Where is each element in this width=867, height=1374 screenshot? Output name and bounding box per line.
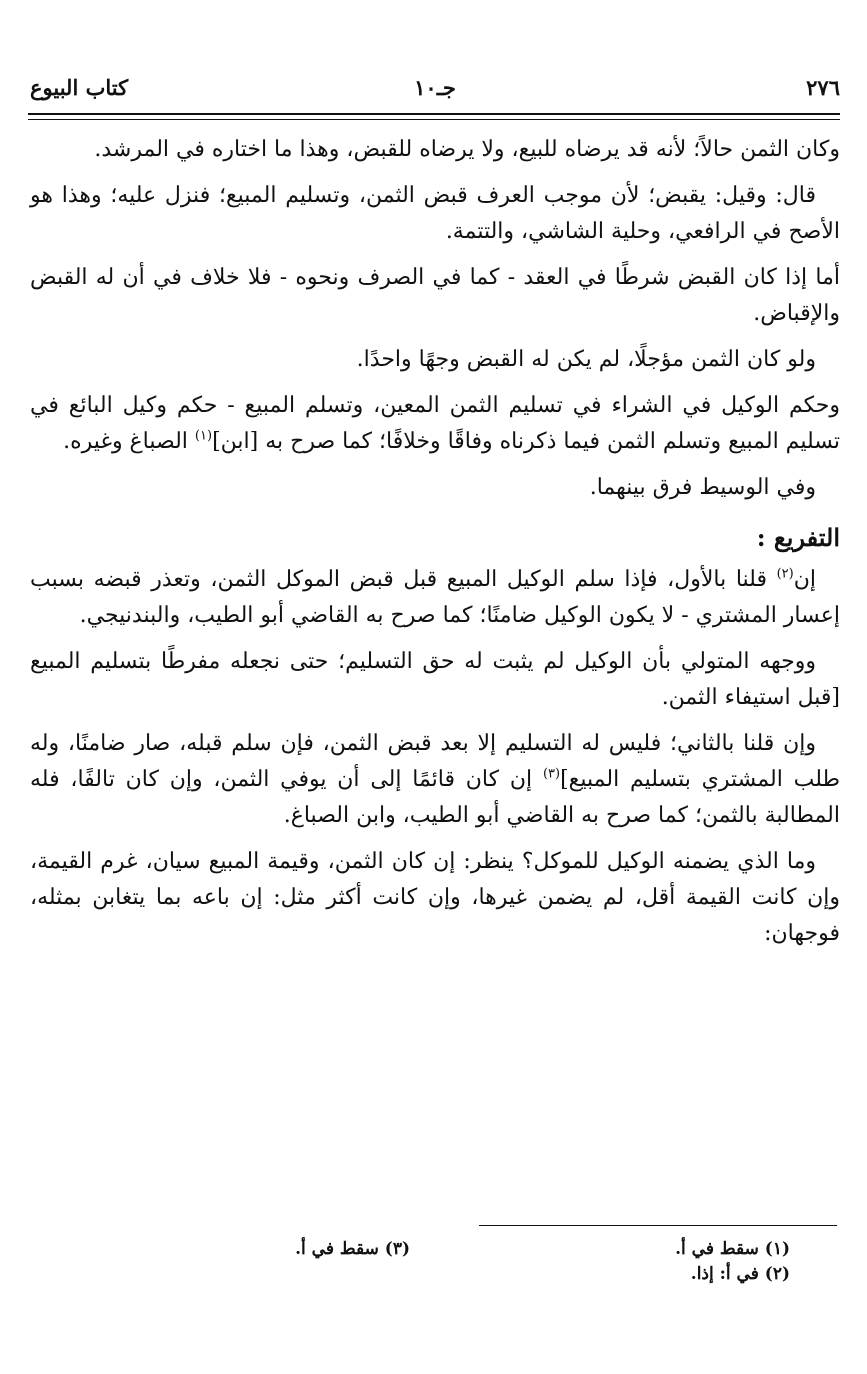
- paragraph: أما إذا كان القبض شرطًا في العقد - كما في الصرف ونحوه - فلا خلاف في أن له القبض والإقباض.: [30, 265, 840, 326]
- footnote-3: (٣) سقط في أ.: [295, 1239, 410, 1259]
- paragraph: وإن قلنا بالثاني؛ فليس له التسليم إلا بعد قبض الثمن، فإن سلم قبله، صار ضامنًا، وله طلب المشتري بتسليم المبيع]$^{(٣)}$ إن كان قائمًا إلى أن يوفي الثمن، وإن كان تالفًا، فله المطالبة بالثمن؛ كما صرح به القاضي أبو الطيب، وابن الصباغ.: [30, 731, 841, 828]
- section-title: التفريع :: [756, 523, 840, 552]
- footnote-2: (٢) في أ: إذا.: [690, 1264, 790, 1284]
- footnote-rule: [479, 1225, 837, 1226]
- paragraph: ووجهه المتولي بأن الوكيل لم يثبت له حق التسليم؛ حتى نجعله مفرطًا بتسليم المبيع [قبل استيفاء الثمن.: [30, 649, 840, 710]
- paragraph: وحكم الوكيل في الشراء في تسليم الثمن المعين، وتسلم المبيع - حكم وكيل البائع في تسليم المبيع وتسلم الثمن فيما ذكرناه وفاقًا وخلافًا؛ كما صرح به [ابن]$^{(١)}$ الصباغ وغيره.: [30, 393, 840, 454]
- paragraph: ولو كان الثمن مؤجلًا، لم يكن له القبض وجهًا واحدًا.: [356, 347, 816, 372]
- footnote-marker: (٢): [776, 566, 794, 582]
- header-rule-thin: [28, 119, 840, 120]
- header-rule-thick: [28, 113, 840, 115]
- footnote-1: (١) سقط في أ.: [675, 1239, 790, 1259]
- page-number: ٢٧٦: [806, 75, 840, 100]
- running-header: [30, 70, 840, 106]
- paragraph: وفي الوسيط فرق بينهما.: [589, 475, 816, 500]
- footnote-marker: (٣): [542, 766, 561, 782]
- paragraph: قال: وقيل: يقبض؛ لأن موجب العرف قبض الثمن، وتسليم المبيع؛ فنزل عليه؛ وهذا هو الأصح في الرافعي، وحلية الشاشي، والتتمة.: [30, 183, 840, 244]
- footnote-marker: (١): [194, 428, 213, 444]
- paragraph: إن$^{(٢)}$ قلنا بالأول، فإذا سلم الوكيل المبيع قبل قبض الموكل الثمن، وتعذر قبضه بسبب إعسار المشتري - لا يكون الوكيل ضامنًا؛ كما صرح به القاضي أبو الطيب، والبندنيجي.: [30, 566, 840, 628]
- main-text: [30, 132, 840, 962]
- footnote-row: [30, 1237, 840, 1262]
- volume-label: جـ١٠: [414, 75, 456, 100]
- paragraph: وما الذي يضمنه الوكيل للموكل؟ ينظر: إن كان الثمن، وقيمة المبيع سيان، غرم القيمة، وإن كانت القيمة أقل، لم يضمن غيرها، وإن كانت أكثر مثل: إن باعه بما يتغابن بمثله، فوجهان:: [30, 849, 840, 946]
- footnote-row: [30, 1262, 840, 1287]
- book-title: كتاب البيوع: [30, 75, 129, 100]
- paragraph: وكان الثمن حالاً؛ لأنه قد يرضاه للبيع، ولا يرضاه للقبض، وهذا ما اختاره في المرشد.: [94, 137, 840, 162]
- footnotes: [30, 1237, 840, 1287]
